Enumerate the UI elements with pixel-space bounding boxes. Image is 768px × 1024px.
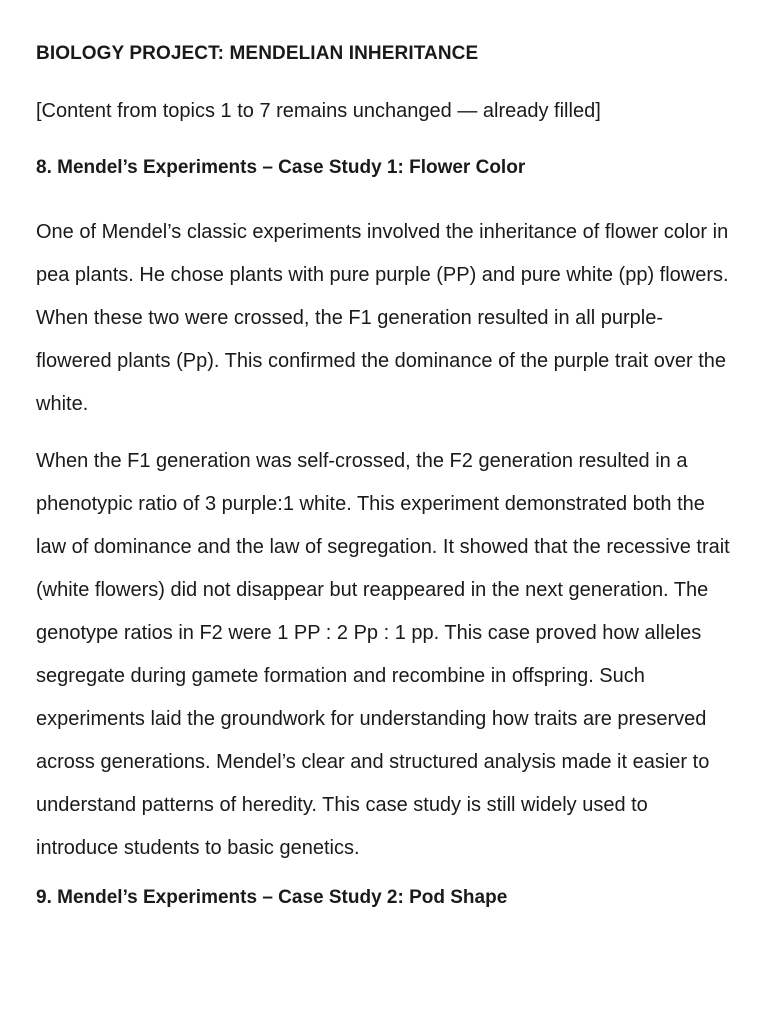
section-heading-9: 9. Mendel’s Experiments – Case Study 2: Pod Shape xyxy=(36,887,508,908)
paragraph-flower-color-intro: One of Mendel’s classic experiments involved the inheritance of flower color in pea plants. He chose plants with pure purple (PP) and pure white (pp) flowers. When these two were crossed, the F1 generation resulted in all purple-flowered plants (Pp). This confirmed the dominance of the purple trait over the white. xyxy=(36,221,729,415)
paragraph-flower-color-f2: When the F1 generation was self-crossed, the F2 generation resulted in a phenotypic ratio of 3 purple:1 white. This experiment demonstrated both the law of dominance and the law of segregation. It showed that the recessive trait (white flowers) did not disappear but reappeared in the next generation. The genotype ratios in F2 were 1 PP : 2 Pp : 1 pp. This case proved how alleles segregate during gamete formation and recombine in offspring. Such experiments laid the groundwork for understanding how traits are preserved across generations. Mendel’s clear and structured analysis made it easier to understand patterns of heredity. This case study is still widely used to introduce students to basic genetics. xyxy=(36,450,730,859)
status-note: [Content from topics 1 to 7 remains unchanged — already filled] xyxy=(36,100,601,122)
document-title: BIOLOGY PROJECT: MENDELIAN INHERITANCE xyxy=(36,43,479,64)
section-heading-8: 8. Mendel’s Experiments – Case Study 1: Flower Color xyxy=(36,157,526,178)
